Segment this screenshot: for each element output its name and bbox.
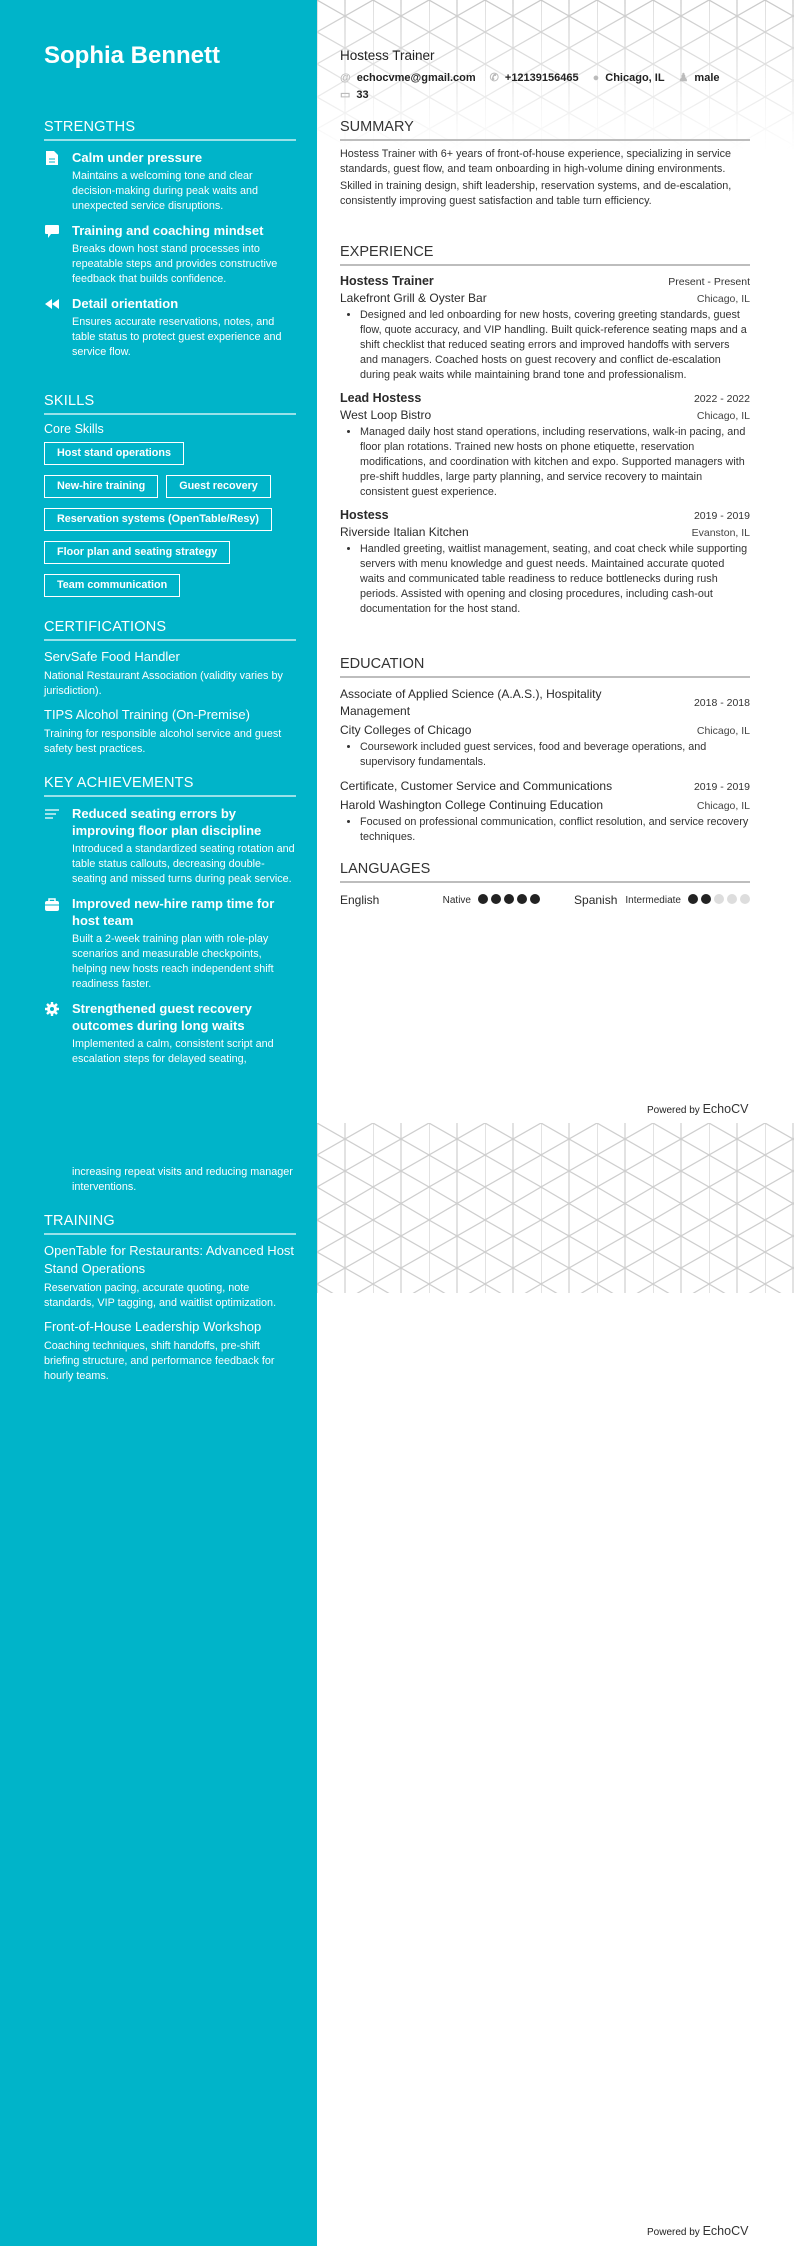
education-location: Chicago, IL bbox=[696, 725, 750, 737]
bullet-item: • Focused on professional communication, conflict resolution, and service recovery techniques. bbox=[360, 815, 750, 845]
job-title: Hostess bbox=[340, 508, 389, 522]
education-header bbox=[340, 686, 750, 720]
school-name: City Colleges of Chicago bbox=[340, 723, 472, 737]
skill-chip: Floor plan and seating strategy bbox=[44, 541, 230, 564]
gender-text: male bbox=[694, 71, 720, 84]
item-description: Ensures accurate reservations, notes, and table status to protect guest experience and service flow. bbox=[72, 316, 282, 358]
job-header bbox=[340, 508, 750, 522]
list-item bbox=[44, 706, 296, 757]
languages-section bbox=[340, 861, 750, 909]
item-description: National Restaurant Association (validity varies by jurisdiction). bbox=[44, 670, 283, 697]
education-subheader bbox=[340, 795, 750, 812]
bullet-item: • Handled greeting, waitlist management, seating, and coat check while supporting servers with menu knowledge and guest needs. Maintained accurate quoted waits and communicated table readiness to reduce bottlenecks during rush periods. Assisted with opening and closing procedures, including cash-out documentation for the host stand. bbox=[360, 542, 750, 617]
gear-icon bbox=[44, 1001, 60, 1017]
item-title: ServSafe Food Handler bbox=[44, 649, 180, 664]
powered-by[interactable] bbox=[647, 1102, 748, 1116]
rating-dot bbox=[504, 894, 514, 904]
person-icon: ♟ bbox=[678, 72, 689, 84]
brand-name: EchoCV bbox=[702, 2224, 749, 2238]
at-icon: @ bbox=[340, 71, 351, 84]
section-title: SKILLS bbox=[44, 393, 296, 415]
rating-dot bbox=[727, 894, 737, 904]
contact-age bbox=[340, 88, 369, 101]
skill-chips bbox=[44, 442, 296, 597]
rating-dot bbox=[740, 894, 750, 904]
bullet-item: • Managed daily host stand operations, including reservations, walk-in pacing, and floor plan rotations. Trained new hosts on phone etiquette, reservation modifications, and coordination with kitchen and expo. Supported managers with pre-shift huddles, large party planning, and service recovery to maintain consistent guest experience. bbox=[360, 425, 750, 500]
bullet-item: • Designed and led onboarding for new hosts, covering greeting standards, guest flow, quote accuracy, and VIP handling. Built quick-reference seating maps and a shift checklist that reduced seating errors and improved handoffs with servers and managers. Coached hosts on guest recovery and conflict de-escalation during peak waits while maintaining brand tone and professionalism. bbox=[360, 308, 750, 383]
section-title: EXPERIENCE bbox=[340, 244, 750, 266]
job-header bbox=[340, 391, 750, 405]
rating-dot bbox=[530, 894, 540, 904]
document-icon bbox=[44, 150, 60, 166]
summary-paragraph: Hostess Trainer with 6+ years of front-of-house experience, specializing in service standards, guest flow, and team onboarding in high-volume dining environments. bbox=[340, 148, 731, 175]
education-bullets bbox=[340, 815, 750, 845]
skills-section bbox=[44, 393, 296, 597]
job-subheader bbox=[340, 288, 750, 305]
degree: Certificate, Customer Service and Communications bbox=[340, 779, 613, 793]
section-title: TRAINING bbox=[44, 1213, 296, 1235]
section-title: SUMMARY bbox=[340, 119, 750, 141]
phone-icon: ✆ bbox=[489, 72, 499, 84]
item-description: Coaching techniques, shift handoffs, pre-shift briefing structure, and performance feedback for hourly teams. bbox=[44, 1340, 275, 1382]
item-description: Introduced a standardized seating rotation and table status callouts, decreasing double-seating and missed turns during peak service. bbox=[72, 843, 295, 885]
contact-location bbox=[593, 71, 665, 84]
item-title: Detail orientation bbox=[72, 296, 179, 311]
job-title: Hostess Trainer bbox=[340, 274, 434, 288]
list-item bbox=[44, 895, 296, 992]
brand-name: EchoCV bbox=[702, 1102, 749, 1116]
item-title: TIPS Alcohol Training (On-Premise) bbox=[44, 707, 250, 722]
job-entry bbox=[340, 391, 750, 500]
section-title: KEY ACHIEVEMENTS bbox=[44, 775, 296, 797]
language-name: English bbox=[340, 893, 380, 907]
section-title: STRENGTHS bbox=[44, 119, 296, 141]
calendar-icon: ▭ bbox=[340, 89, 351, 101]
summary-section bbox=[340, 119, 750, 209]
list-item bbox=[44, 648, 296, 699]
job-bullets bbox=[340, 542, 750, 617]
education-entry bbox=[340, 778, 750, 845]
item-title: Calm under pressure bbox=[72, 150, 203, 165]
experience-section bbox=[340, 244, 750, 617]
list-item bbox=[44, 1242, 296, 1311]
language-level: Intermediate bbox=[625, 894, 681, 906]
list-icon bbox=[44, 806, 60, 822]
rating-dots bbox=[685, 891, 750, 909]
job-entry bbox=[340, 274, 750, 383]
job-header bbox=[340, 274, 750, 288]
job-dates: Present - Present bbox=[668, 276, 750, 288]
location-text: Chicago, IL bbox=[605, 71, 665, 84]
item-description: Training for responsible alcohol service and guest safety best practices. bbox=[44, 728, 282, 755]
company-name: West Loop Bistro bbox=[340, 408, 432, 422]
item-title: Training and coaching mindset bbox=[72, 223, 264, 238]
job-dates: 2019 - 2019 bbox=[693, 510, 750, 522]
location-pin-icon: ● bbox=[592, 71, 600, 84]
item-description: Maintains a welcoming tone and clear decision-making during peak waits and unexpected service disruptions. bbox=[72, 170, 259, 212]
skill-chip: Team communication bbox=[44, 574, 180, 597]
achievement-desc-continued: increasing repeat visits and reducing manager interventions. bbox=[72, 1166, 293, 1193]
item-title: Strengthened guest recovery outcomes during long waits bbox=[72, 1001, 252, 1033]
language-level-group bbox=[443, 891, 540, 909]
job-bullets bbox=[340, 308, 750, 383]
school-name: Harold Washington College Continuing Education bbox=[340, 798, 604, 812]
rating-dot bbox=[688, 894, 698, 904]
training-section bbox=[44, 1213, 296, 1384]
rating-dot bbox=[714, 894, 724, 904]
contact-phone[interactable] bbox=[490, 71, 579, 84]
list-item bbox=[44, 1318, 296, 1384]
list-item bbox=[44, 295, 296, 360]
training-list bbox=[44, 1242, 296, 1384]
skill-chip: Guest recovery bbox=[166, 475, 271, 498]
briefcase-icon bbox=[44, 896, 60, 912]
job-subheader bbox=[340, 405, 750, 422]
item-title: Front-of-House Leadership Workshop bbox=[44, 1319, 262, 1334]
skill-chip: Host stand operations bbox=[44, 442, 184, 465]
powered-by[interactable] bbox=[647, 2224, 748, 2238]
job-location: Chicago, IL bbox=[696, 410, 750, 422]
language-name: Spanish bbox=[574, 893, 618, 907]
skills-group-title: Core Skills bbox=[44, 422, 104, 436]
summary-paragraph: Skilled in training design, shift leadership, reservation systems, and de-escalation, consistently improving guest satisfaction and table turn efficiency. bbox=[340, 180, 732, 207]
language-item bbox=[340, 891, 540, 909]
list-item bbox=[44, 222, 296, 287]
bullet-item: • Coursework included guest services, food and beverage operations, and supervisory fundamentals. bbox=[360, 740, 750, 770]
section-title: EDUCATION bbox=[340, 656, 750, 678]
education-subheader bbox=[340, 720, 750, 737]
education-section bbox=[340, 656, 750, 845]
skill-chip: Reservation systems (OpenTable/Resy) bbox=[44, 508, 272, 531]
contact-gender bbox=[679, 71, 720, 84]
rating-dot bbox=[478, 894, 488, 904]
powered-label: Powered by bbox=[647, 2227, 700, 2238]
item-description: Breaks down host stand processes into repeatable steps and provides constructive feedback that builds confidence. bbox=[72, 243, 278, 285]
job-location: Chicago, IL bbox=[696, 293, 750, 305]
geometric-pattern bbox=[317, 1123, 794, 1293]
certifications-list bbox=[44, 648, 296, 757]
item-description: Built a 2-week training plan with role-play scenarios and measurable checkpoints, helping new hosts reach independent shift readiness faster. bbox=[72, 933, 274, 990]
education-location: Chicago, IL bbox=[696, 800, 750, 812]
rating-dot bbox=[491, 894, 501, 904]
email-text: echocvme@gmail.com bbox=[356, 71, 476, 84]
education-dates: 2019 - 2019 bbox=[693, 780, 750, 793]
list-item bbox=[44, 149, 296, 214]
candidate-name: Sophia Bennett bbox=[44, 42, 221, 69]
section-title: CERTIFICATIONS bbox=[44, 619, 296, 641]
contact-email[interactable] bbox=[340, 71, 476, 84]
certifications-section bbox=[44, 619, 296, 757]
strengths-list bbox=[44, 149, 296, 360]
education-bullets bbox=[340, 740, 750, 770]
age-text: 33 bbox=[356, 88, 369, 101]
achievements-list bbox=[44, 805, 296, 1067]
strengths-section bbox=[44, 119, 296, 360]
list-item bbox=[44, 1000, 296, 1067]
education-list bbox=[340, 686, 750, 845]
job-bullets bbox=[340, 425, 750, 500]
degree: Associate of Applied Science (A.A.S.), Hospitality Management bbox=[340, 687, 602, 718]
language-item bbox=[574, 891, 750, 909]
education-entry bbox=[340, 686, 750, 770]
rating-dot bbox=[517, 894, 527, 904]
language-level-group bbox=[625, 891, 750, 909]
contact-row bbox=[340, 71, 750, 101]
item-description: Implemented a calm, consistent script and escalation steps for delayed seating, bbox=[72, 1038, 274, 1065]
powered-label: Powered by bbox=[647, 1105, 700, 1116]
skill-chip: New-hire training bbox=[44, 475, 158, 498]
rating-dot bbox=[701, 894, 711, 904]
item-title: OpenTable for Restaurants: Advanced Host Stand Operations bbox=[44, 1243, 295, 1276]
list-item bbox=[44, 805, 296, 887]
job-subheader bbox=[340, 522, 750, 539]
language-list bbox=[340, 891, 750, 909]
language-level: Native bbox=[442, 894, 471, 906]
job-entry bbox=[340, 508, 750, 617]
job-dates: 2022 - 2022 bbox=[693, 393, 750, 405]
job-list bbox=[340, 274, 750, 617]
education-dates: 2018 - 2018 bbox=[693, 697, 750, 709]
item-title: Improved new-hire ramp time for host team bbox=[72, 896, 275, 928]
achievements-section bbox=[44, 775, 296, 1067]
rating-dots bbox=[475, 891, 540, 909]
job-location: Evanston, IL bbox=[691, 527, 750, 539]
company-name: Riverside Italian Kitchen bbox=[340, 525, 469, 539]
rewind-icon bbox=[44, 296, 60, 312]
job-title: Lead Hostess bbox=[340, 391, 422, 405]
section-title: LANGUAGES bbox=[340, 861, 750, 883]
item-title: Reduced seating errors by improving floor plan discipline bbox=[72, 806, 262, 838]
education-header bbox=[340, 778, 750, 795]
headline: Hostess Trainer bbox=[340, 48, 435, 63]
chat-bubble-icon bbox=[44, 223, 60, 239]
company-name: Lakefront Grill & Oyster Bar bbox=[340, 291, 487, 305]
item-description: Reservation pacing, accurate quoting, note standards, VIP tagging, and waitlist optimization. bbox=[44, 1282, 277, 1309]
phone-text: +12139156465 bbox=[504, 71, 579, 84]
